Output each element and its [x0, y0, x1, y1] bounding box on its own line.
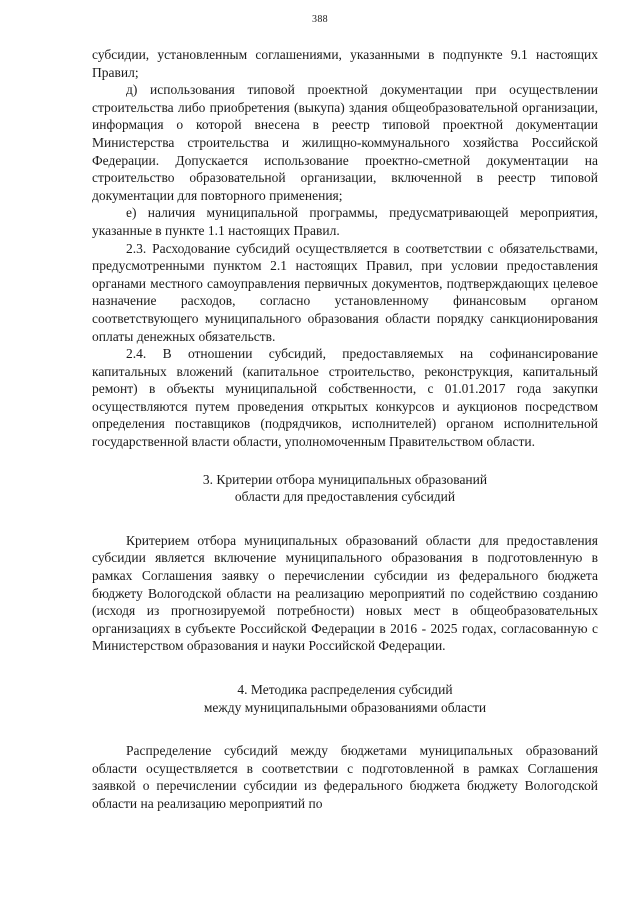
paragraph-2-3: 2.3. Расходование субсидий осуществляется в соответствии с обязательствами, предусмотренными пунктом 2.1 настоящих Правил, при условии предоставления органами местного самоуправления первичных документов, подтверждающих целевое назначение расходов, согласно установленному финансовым органом соответствующего муниципального образования области порядку санкционирования оплаты денежных обязательств.	[92, 240, 598, 344]
paragraph-2-4: 2.4. В отношении субсидий, предоставляемых на софинансирование капитальных вложений (капитальное строительство, реконструкция, капитальный ремонт) в объекты муниципальной собственности, с 01.01.2017 года закупки осуществляются путем проведения открытых конкурсов и аукционов посредством определения поставщиков (подрядчиков, исполнителей) органом исполнительной государственной власти области, уполномоченным Правительством области.	[92, 346, 598, 450]
spacer	[92, 506, 598, 532]
spacer	[92, 716, 598, 742]
section-4-title-line-2: между муниципальными образованиями области	[203, 699, 487, 715]
section-3-text: Критерием отбора муниципальных образований области для предоставления субсидии является включение муниципального образования в подготовленную в рамках Соглашения заявку о перечислении субсидии из федерального бюджета бюджету Вологодской области на реализацию мероприятий по содействию созданию (исходя из прогнозируемой потребности) новых мест в общеобразовательных организациях в субъекте Российской Федерации в 2016 - 2025 годах, согласованную с Министерством образования и науки Российской Федерации.	[92, 532, 598, 654]
paragraph-item-d: д) использования типовой проектной документации при осуществлении строительства либо приобретения (выкупа) здания общеобразовательной организации, информация о которой внесена в реестр типовой проектной документации Министерства строительства и жилищно-коммунального хозяйства Российской Федерации. Допускается использование проектно-сметной документации на строительство образовательной организации, включенной в реестр типовой документации для повторного применения;	[92, 82, 598, 203]
document-body	[92, 46, 598, 813]
page-number: 388	[312, 14, 328, 25]
section-3-title-line-1: 3. Критерии отбора муниципальных образований	[202, 471, 488, 487]
paragraph-item-e: е) наличия муниципальной программы, предусматривающей мероприятия, указанные в пункте 1.1 настоящих Правил.	[92, 205, 598, 238]
section-4-text: Распределение субсидий между бюджетами муниципальных образований области осуществляется в соответствии с подготовленной в рамках Соглашения заявкой о перечислении субсидии из федерального бюджета бюджету Вологодской области на реализацию мероприятий по	[92, 743, 598, 811]
spacer	[92, 451, 598, 471]
spacer	[92, 655, 598, 681]
paragraph-continuation: субсидии, установленным соглашениями, указанными в подпункте 9.1 настоящих Правил;	[92, 47, 598, 80]
section-3-title-line-2: области для предоставления субсидий	[234, 489, 456, 505]
section-4-title-line-1: 4. Методика распределения субсидий	[237, 682, 453, 697]
